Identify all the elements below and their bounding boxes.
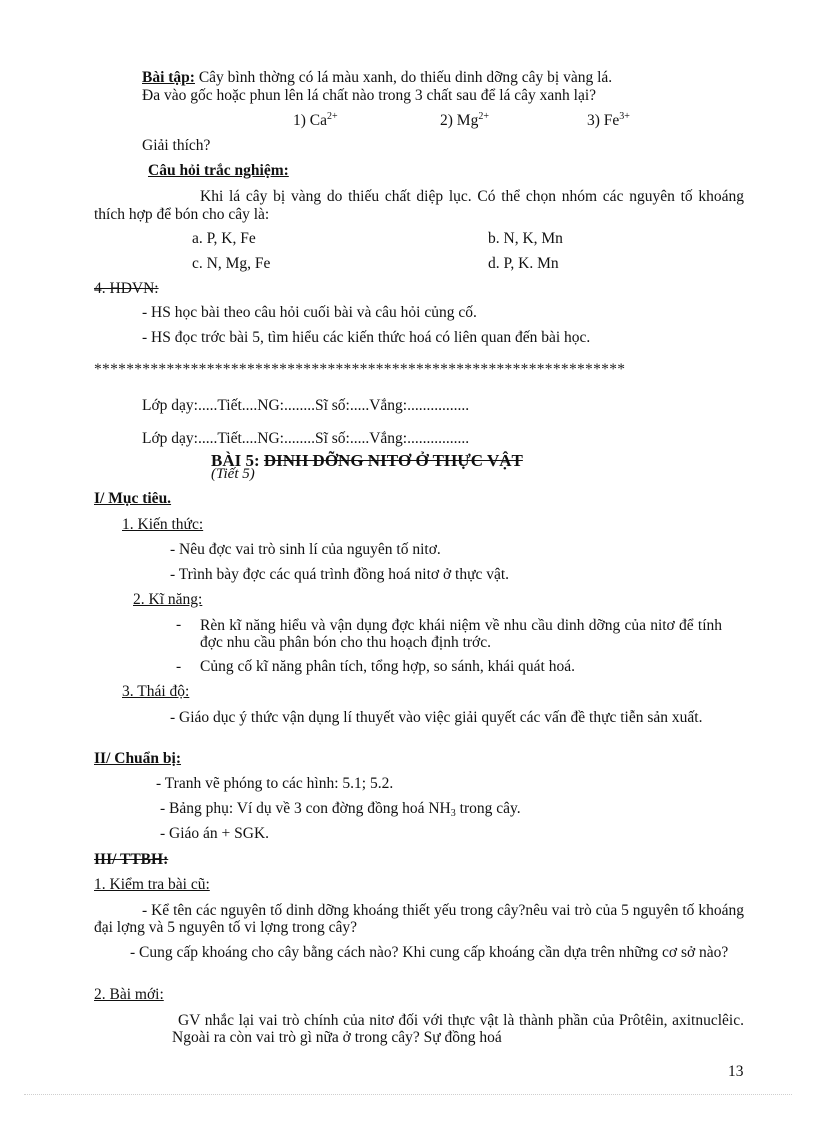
attitude-text: - Giáo dục ý thức vận dụng lí thuyết vào việc giải quyết các vấn đề thực tiễn sản xuất. <box>170 709 703 726</box>
class-log-2: Lớp dạy:.....Tiết....NG:........Sĩ số:.....Vắng:................ <box>142 430 470 447</box>
lesson-prefix: BÀI 5: <box>211 451 264 470</box>
review-heading: 1. Kiểm tra bài cũ: <box>94 876 210 893</box>
class-log-1: Lớp dạy:.....Tiết....NG:........Sĩ số:.....Vắng:................ <box>142 397 470 414</box>
page-number: 13 <box>728 1063 744 1080</box>
skills-item-2: Củng cố kĩ năng phân tích, tổng hợp, so sánh, khái quát hoá. <box>200 658 575 675</box>
homework-item-2: - HS đọc trớc bài 5, tìm hiểu các kiến thức hoá có liên quan đến bài học. <box>142 329 591 346</box>
attitude-heading: 3. Thái độ: <box>122 683 190 700</box>
lesson-period: (Tiết 5) <box>211 466 255 482</box>
exercise-explain: Giải thích? <box>142 137 211 154</box>
exercise-option-ca: 1) $Ca^{2+}$ <box>293 111 338 129</box>
quiz-choice-b: b. N, K, Mn <box>488 230 563 247</box>
quiz-choice-a: a. P, K, Fe <box>192 230 256 247</box>
exercise-option-mg: 2) $Mg^{2+}$ <box>440 111 489 129</box>
knowledge-item-1: - Nêu đợc vai trò sinh lí của nguyên tố nitơ. <box>170 541 441 558</box>
exercise-option-fe: 3) $Fe^{3+}$ <box>587 111 630 129</box>
knowledge-item-2: - Trình bày đợc các quá trình đồng hoá nitơ ở thực vật. <box>170 566 510 583</box>
homework-heading: 4. HDVN: <box>94 280 159 297</box>
homework-item-1: - HS học bài theo câu hỏi cuối bài và câu hỏi củng cố. <box>142 304 477 321</box>
objectives-heading: I/ Mục tiêu. <box>94 490 172 507</box>
review-question-2: - Cung cấp khoáng cho cây bằng cách nào? Khi cung cấp khoáng cần dựa trên những cơ sở nào? <box>130 944 729 961</box>
page-bottom-divider <box>24 1094 792 1095</box>
quiz-choice-d: d. P, K. Mn <box>488 255 559 272</box>
preparation-heading: II/ Chuẩn bị: <box>94 750 182 767</box>
exercise-line-1 <box>142 70 612 86</box>
star-separator: ****************************************************************** <box>94 361 626 378</box>
quiz-heading: Câu hỏi trắc nghiệm: <box>148 162 289 179</box>
quiz-question: Khi lá cây bị vàng do thiếu chất diệp lục. Có thể chọn nhóm các nguyên tố khoáng thích hợp để bón cho cây là: <box>94 188 744 223</box>
preparation-item-3: - Giáo án + SGK. <box>160 825 270 842</box>
skills-item-1: Rèn kĩ năng hiểu và vận dụng đợc khái niệm về nhu cầu dinh dỡng của nitơ để tính đợc nhu cầu phân bón cho thu hoạch định trớc. <box>200 617 722 651</box>
exercise-label: Bài tập: <box>142 69 195 86</box>
review-question-1: - Kể tên các nguyên tố dinh dỡng khoáng thiết yếu trong cây?nêu vai trò của 5 nguyên tố khoáng đại lợng và 5 nguyên tố vi lợng trong cây? <box>94 902 744 936</box>
skills-bullet-1: - <box>176 616 182 633</box>
lesson-title <box>211 452 523 470</box>
quiz-choice-c: c. N, Mg, Fe <box>192 255 271 272</box>
skills-heading: 2. Kĩ năng: <box>133 591 203 608</box>
preparation-item-1: - Tranh vẽ phóng to các hình: 5.1; 5.2. <box>156 775 394 792</box>
exercise-line-2: Đa vào gốc hoặc phun lên lá chất nào trong 3 chất sau để lá cây xanh lại? <box>142 87 597 104</box>
knowledge-heading: 1. Kiến thức: <box>122 516 204 533</box>
exercise-text: Cây bình thờng có lá màu xanh, do thiếu dinh dỡng cây bị vàng lá. <box>194 69 613 86</box>
procedure-heading: III/ TTBH: <box>94 851 169 868</box>
lesson-name: DINH DỠNG NITƠ Ở THỰC VẬT <box>263 451 523 470</box>
preparation-item-2: - Bảng phụ: Ví dụ về 3 con đờng đồng hoá $NH_3$ trong cây. <box>160 800 521 819</box>
skills-bullet-2: - <box>176 658 182 675</box>
new-lesson-heading: 2. Bài mới: <box>94 986 164 1003</box>
new-lesson-text: GV nhắc lại vai trò chính của nitơ đối với thực vật là thành phần của Prôtêin, axitnuclêic. Ngoài ra còn vai trò gì nữa ở trong cây? Sự đồng hoá <box>172 1012 744 1046</box>
